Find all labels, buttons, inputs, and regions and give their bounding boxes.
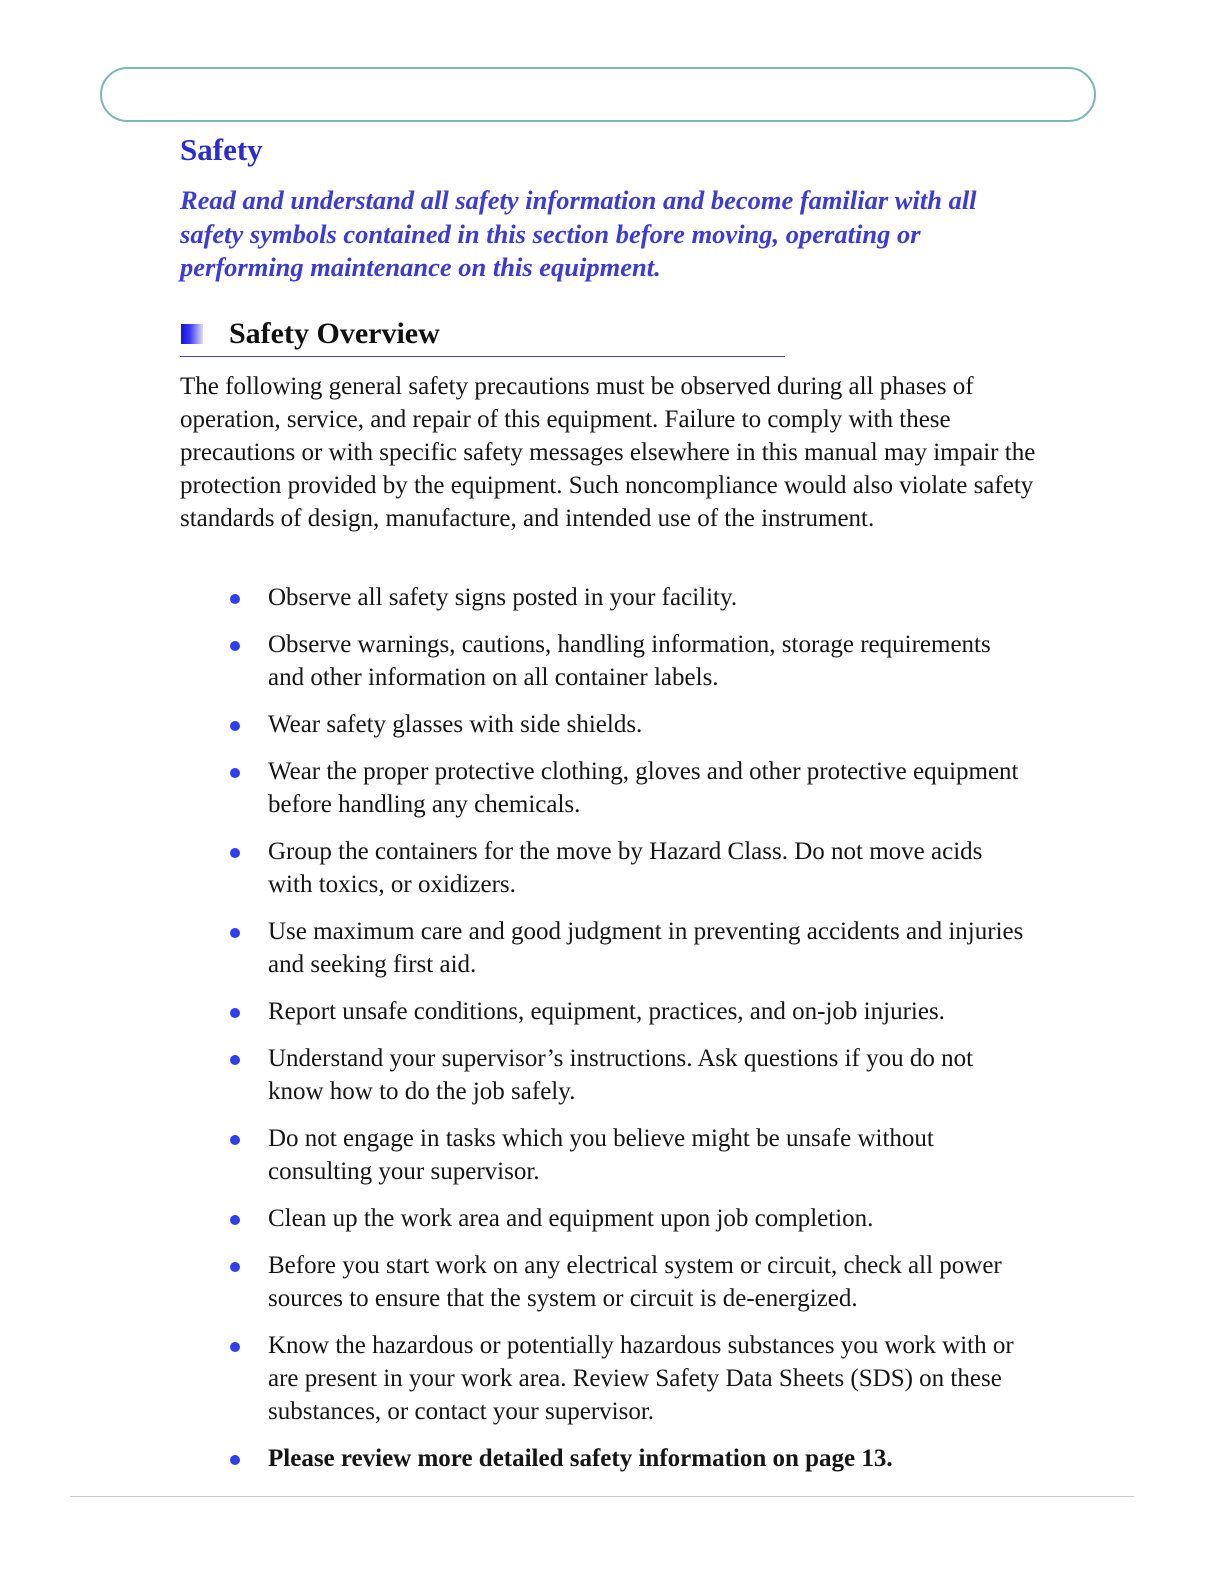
bullet-icon	[230, 768, 240, 778]
list-item: Wear safety glasses with side shields.	[180, 708, 1030, 741]
footer-divider	[70, 1496, 1134, 1497]
subheading-title: Safety Overview	[229, 317, 440, 350]
list-item: Clean up the work area and equipment upon job completion.	[180, 1202, 1030, 1235]
section-title: Safety	[180, 132, 263, 167]
bullet-icon	[230, 1215, 240, 1225]
list-item: Wear the proper protective clothing, gloves and other protective equipment before handling any chemicals.	[180, 755, 1030, 821]
list-item: Know the hazardous or potentially hazardous substances you work with or are present in your work area. Review Safety Data Sheets (SDS) on these substances, or contact your supervisor.	[180, 1329, 1030, 1428]
bullet-icon	[230, 848, 240, 858]
list-item: Group the containers for the move by Hazard Class. Do not move acids with toxics, or oxidizers.	[180, 835, 1030, 901]
list-item: Before you start work on any electrical system or circuit, check all power sources to ensure that the system or circuit is de-energized.	[180, 1249, 1030, 1315]
bullet-icon	[230, 594, 240, 604]
header-banner-box	[100, 67, 1096, 122]
bullet-icon	[230, 1055, 240, 1065]
gradient-square-icon	[181, 324, 203, 344]
list-item: Do not engage in tasks which you believe might be unsafe without consulting your supervisor.	[180, 1122, 1030, 1188]
bullet-icon	[230, 1342, 240, 1352]
list-item: Understand your supervisor’s instructions. Ask questions if you do not know how to do the job safely.	[180, 1042, 1030, 1108]
page-reference-item: Please review more detailed safety information on page 13.	[180, 1442, 1030, 1475]
safety-overview-heading	[180, 316, 785, 357]
bullet-icon	[230, 641, 240, 651]
bullet-icon	[230, 1008, 240, 1018]
bullet-icon	[230, 1455, 240, 1465]
safety-precautions-list	[180, 581, 1030, 1489]
bullet-icon	[230, 721, 240, 731]
bullet-icon	[230, 1135, 240, 1145]
bullet-icon	[230, 1262, 240, 1272]
list-item: Observe all safety signs posted in your facility.	[180, 581, 1030, 614]
list-item: Report unsafe conditions, equipment, practices, and on-job injuries.	[180, 995, 1030, 1028]
list-item: Observe warnings, cautions, handling information, storage requirements and other information on all container labels.	[180, 628, 1030, 694]
list-item: Use maximum care and good judgment in preventing accidents and injuries and seeking first aid.	[180, 915, 1030, 981]
intro-warning-text: Read and understand all safety information and become familiar with all safety symbols contained in this section before moving, operating or performing maintenance on this equipment.	[180, 185, 977, 282]
overview-paragraph: The following general safety precautions must be observed during all phases of operation, service, and repair of this equipment. Failure to comply with these precautions or with specific safety messages elsewhere in this manual may impair the protection provided by the equipment. Such noncompliance would also violate safety standards of design, manufacture, and intended use of the instrument.	[180, 373, 1036, 532]
bullet-icon	[230, 928, 240, 938]
